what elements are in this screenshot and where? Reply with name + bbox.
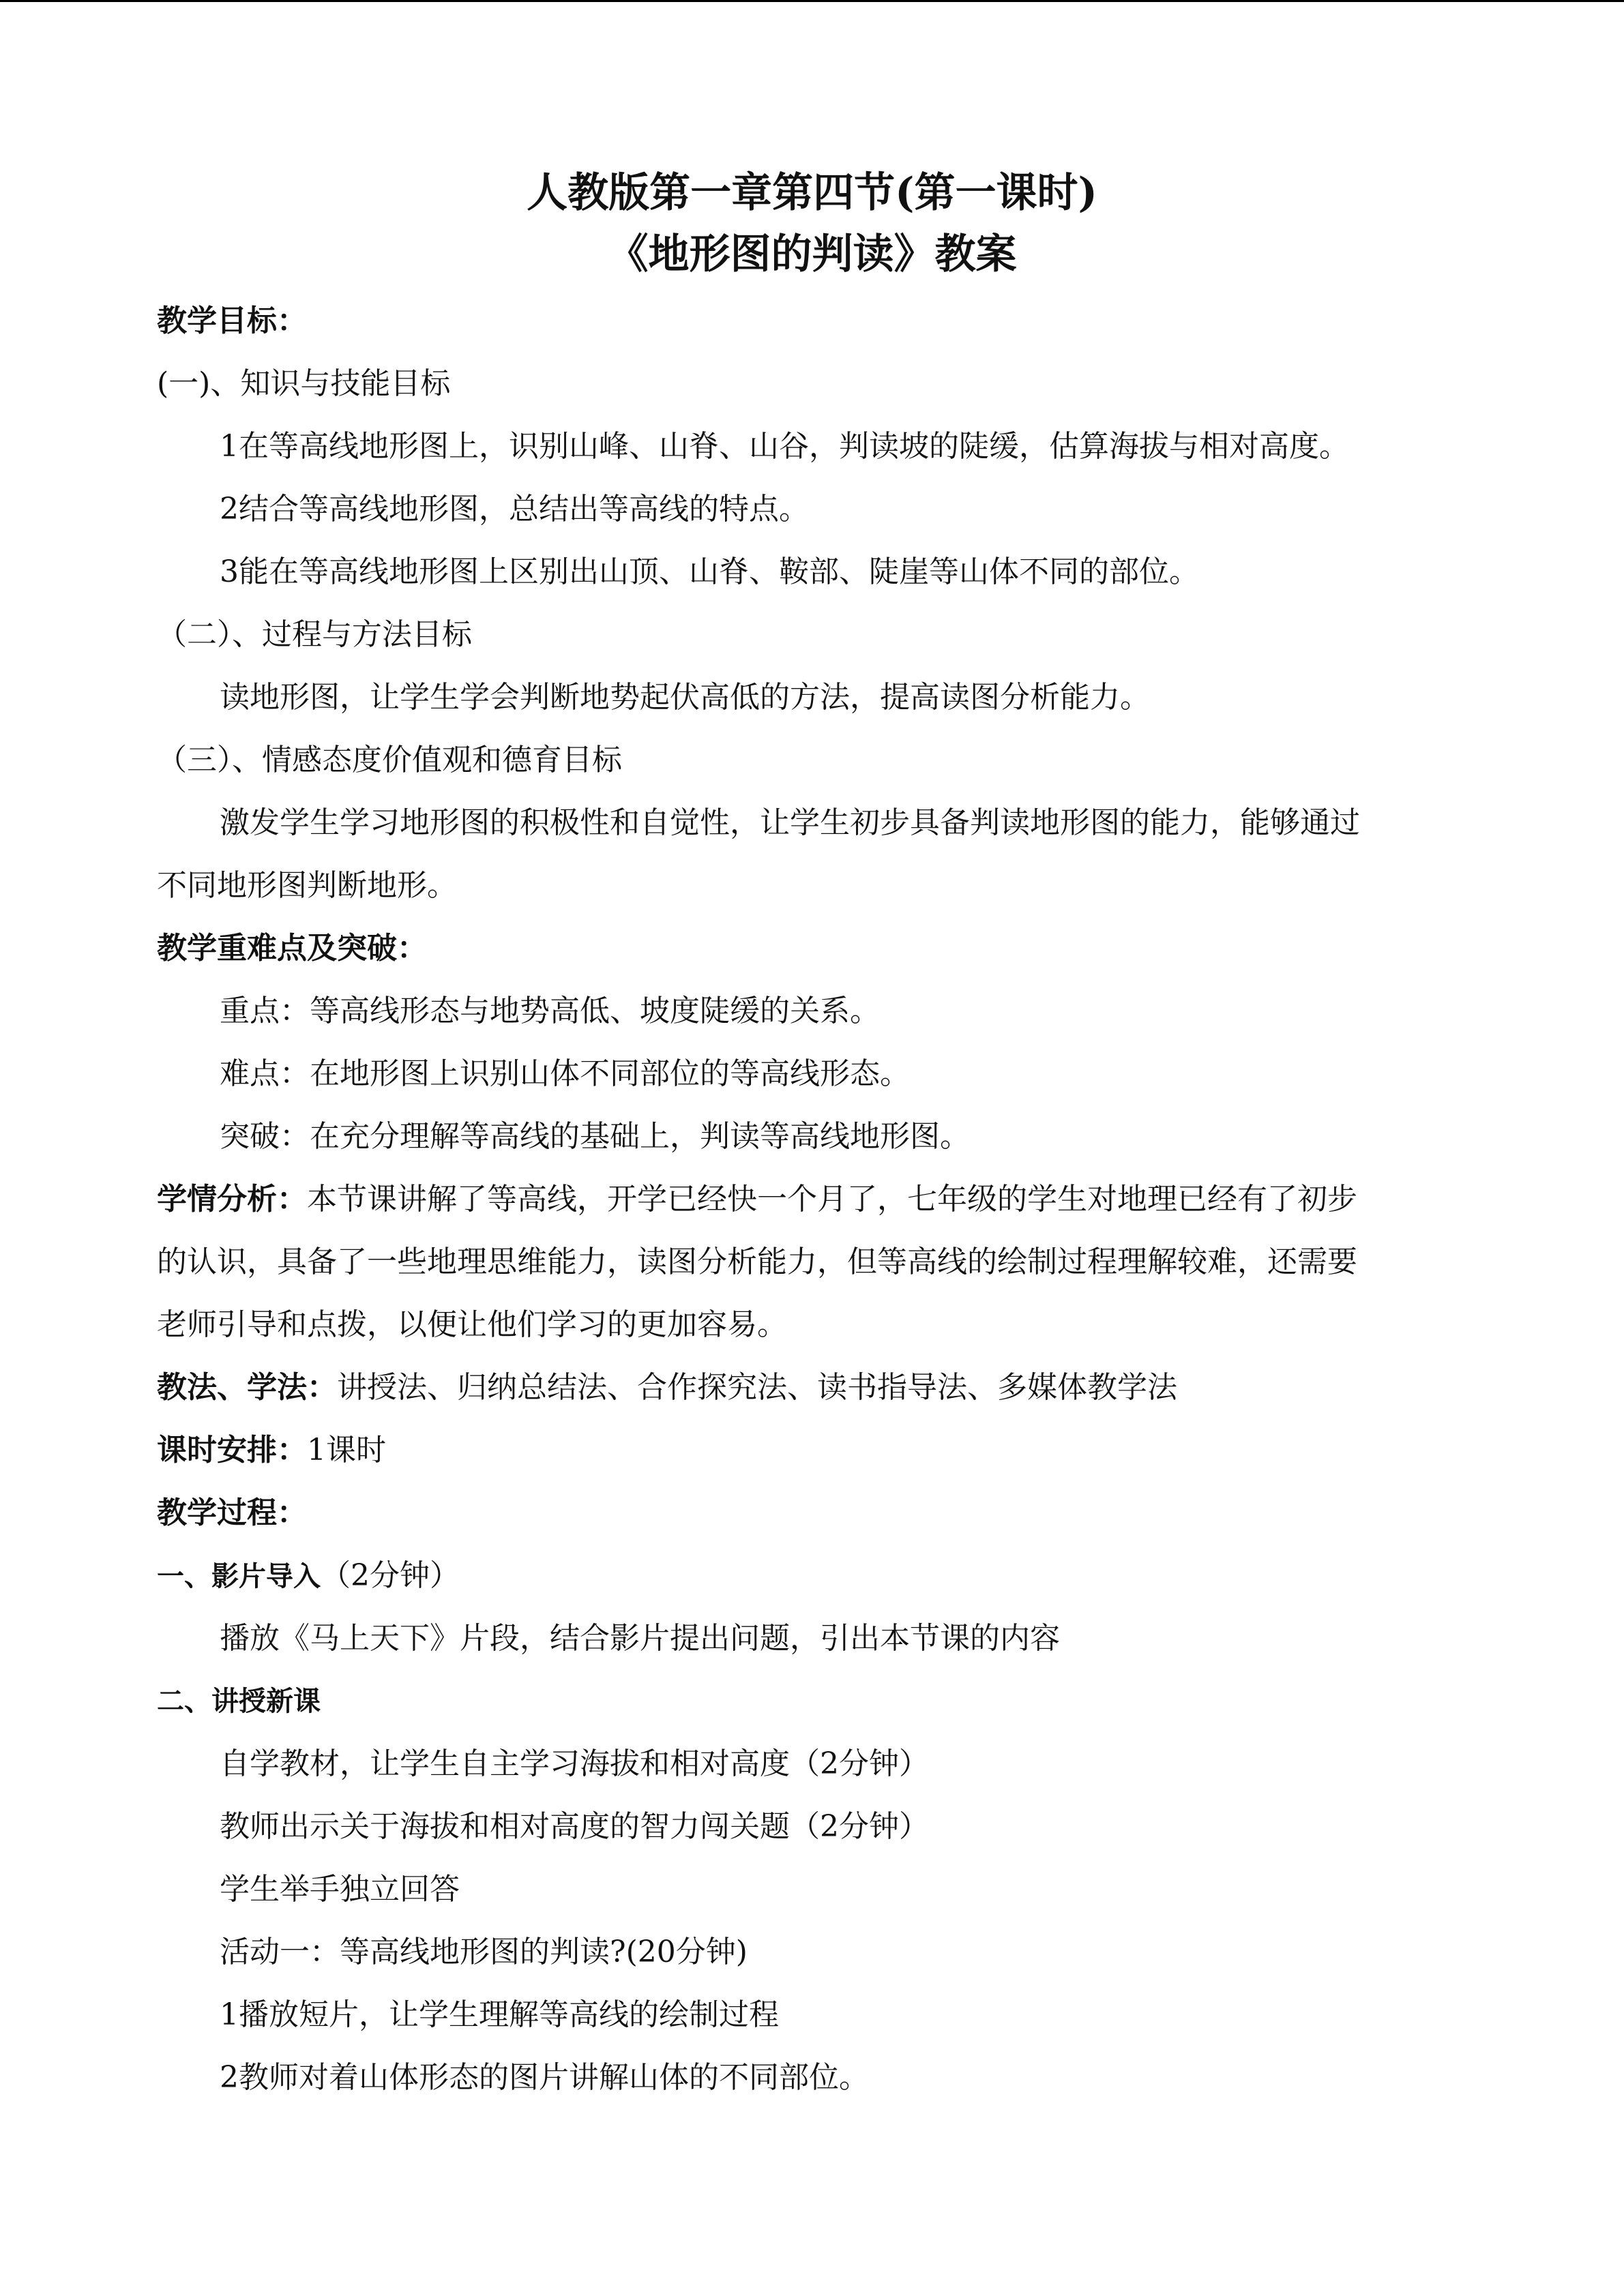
objective-part3-text-line1: 激发学生学习地形图的积极性和自觉性，让学生初步具备判读地形图的能力，能够通过 <box>220 805 1360 840</box>
key-points-heading: 教学重难点及突破： <box>157 931 427 966</box>
objective-part3-text-line2: 不同地形图判断地形。 <box>157 868 457 903</box>
methods-line <box>157 1366 1177 1410</box>
analysis-line-1 <box>157 1178 1357 1221</box>
key-point-breakthrough: 突破：在充分理解等高线的基础上，判读等高线地形图。 <box>220 1119 970 1154</box>
process-section1-line <box>157 1554 460 1598</box>
analysis-line-3: 老师引导和点拨，以便让他们学习的更加容易。 <box>157 1307 787 1342</box>
title-line-1: 人教版第一章第四节(第一课时) <box>527 169 1097 217</box>
process-step-4: 活动一：等高线地形图的判读?(20分钟) <box>220 1935 748 1969</box>
process-section1-text: 播放《马上天下》片段，结合影片提出问题，引出本节课的内容 <box>220 1621 1060 1656</box>
title-line-2: 《地形图的判读》教案 <box>607 230 1017 278</box>
objective-part3-heading: （三）、情感态度价值观和德育目标 <box>157 743 622 777</box>
objective-part2-heading: （二）、过程与方法目标 <box>157 617 472 652</box>
analysis-label: 学情分析： <box>157 1182 307 1217</box>
process-step-2: 教师出示关于海拔和相对高度的智力闯关题（2分钟） <box>220 1809 929 1844</box>
process-step-5: 1播放短片，让学生理解等高线的绘制过程 <box>220 1997 779 2032</box>
methods-text: 讲授法、归纳总结法、合作探究法、读书指导法、多媒体教学法 <box>337 1370 1177 1405</box>
analysis-line-2: 的认识，具备了一些地理思维能力，读图分析能力，但等高线的绘制过程理解较难，还需要 <box>157 1244 1357 1279</box>
analysis-text-1: 本节课讲解了等高线，开学已经快一个月了，七年级的学生对地理已经有了初步 <box>307 1182 1357 1217</box>
objectives-heading: 教学目标： <box>157 303 307 338</box>
objective-part1-heading: (一)、知识与技能目标 <box>157 366 451 401</box>
key-point-difficulty: 难点：在地形图上识别山体不同部位的等高线形态。 <box>220 1056 910 1091</box>
process-step-3: 学生举手独立回答 <box>220 1872 460 1907</box>
schedule-label: 课时安排： <box>157 1433 307 1467</box>
methods-label: 教法、学法： <box>157 1370 337 1405</box>
objective-item-1: 1在等高线地形图上，识别山峰、山脊、山谷，判读坡的陡缓，估算海拔与相对高度。 <box>220 429 1349 464</box>
process-heading: 教学过程： <box>157 1495 307 1530</box>
objective-item-3: 3能在等高线地形图上区别出山顶、山脊、鞍部、陡崖等山体不同的部位。 <box>220 554 1199 589</box>
objective-item-2: 2结合等高线地形图，总结出等高线的特点。 <box>220 492 809 526</box>
process-step-6: 2教师对着山体形态的图片讲解山体的不同部位。 <box>220 2060 869 2095</box>
schedule-line <box>157 1429 386 1472</box>
objective-part2-text: 读地形图，让学生学会判断地势起伏高低的方法，提高读图分析能力。 <box>220 680 1150 715</box>
process-section1-time: （2分钟） <box>321 1558 460 1593</box>
process-step-1: 自学教材，让学生自主学习海拔和相对高度（2分钟） <box>220 1746 929 1781</box>
process-section1-heading: 一、影片导入 <box>157 1560 321 1592</box>
key-point-focus: 重点：等高线形态与地势高低、坡度陡缓的关系。 <box>220 994 880 1028</box>
schedule-text: 1课时 <box>307 1433 386 1467</box>
process-section2-heading: 二、讲授新课 <box>157 1685 321 1717</box>
